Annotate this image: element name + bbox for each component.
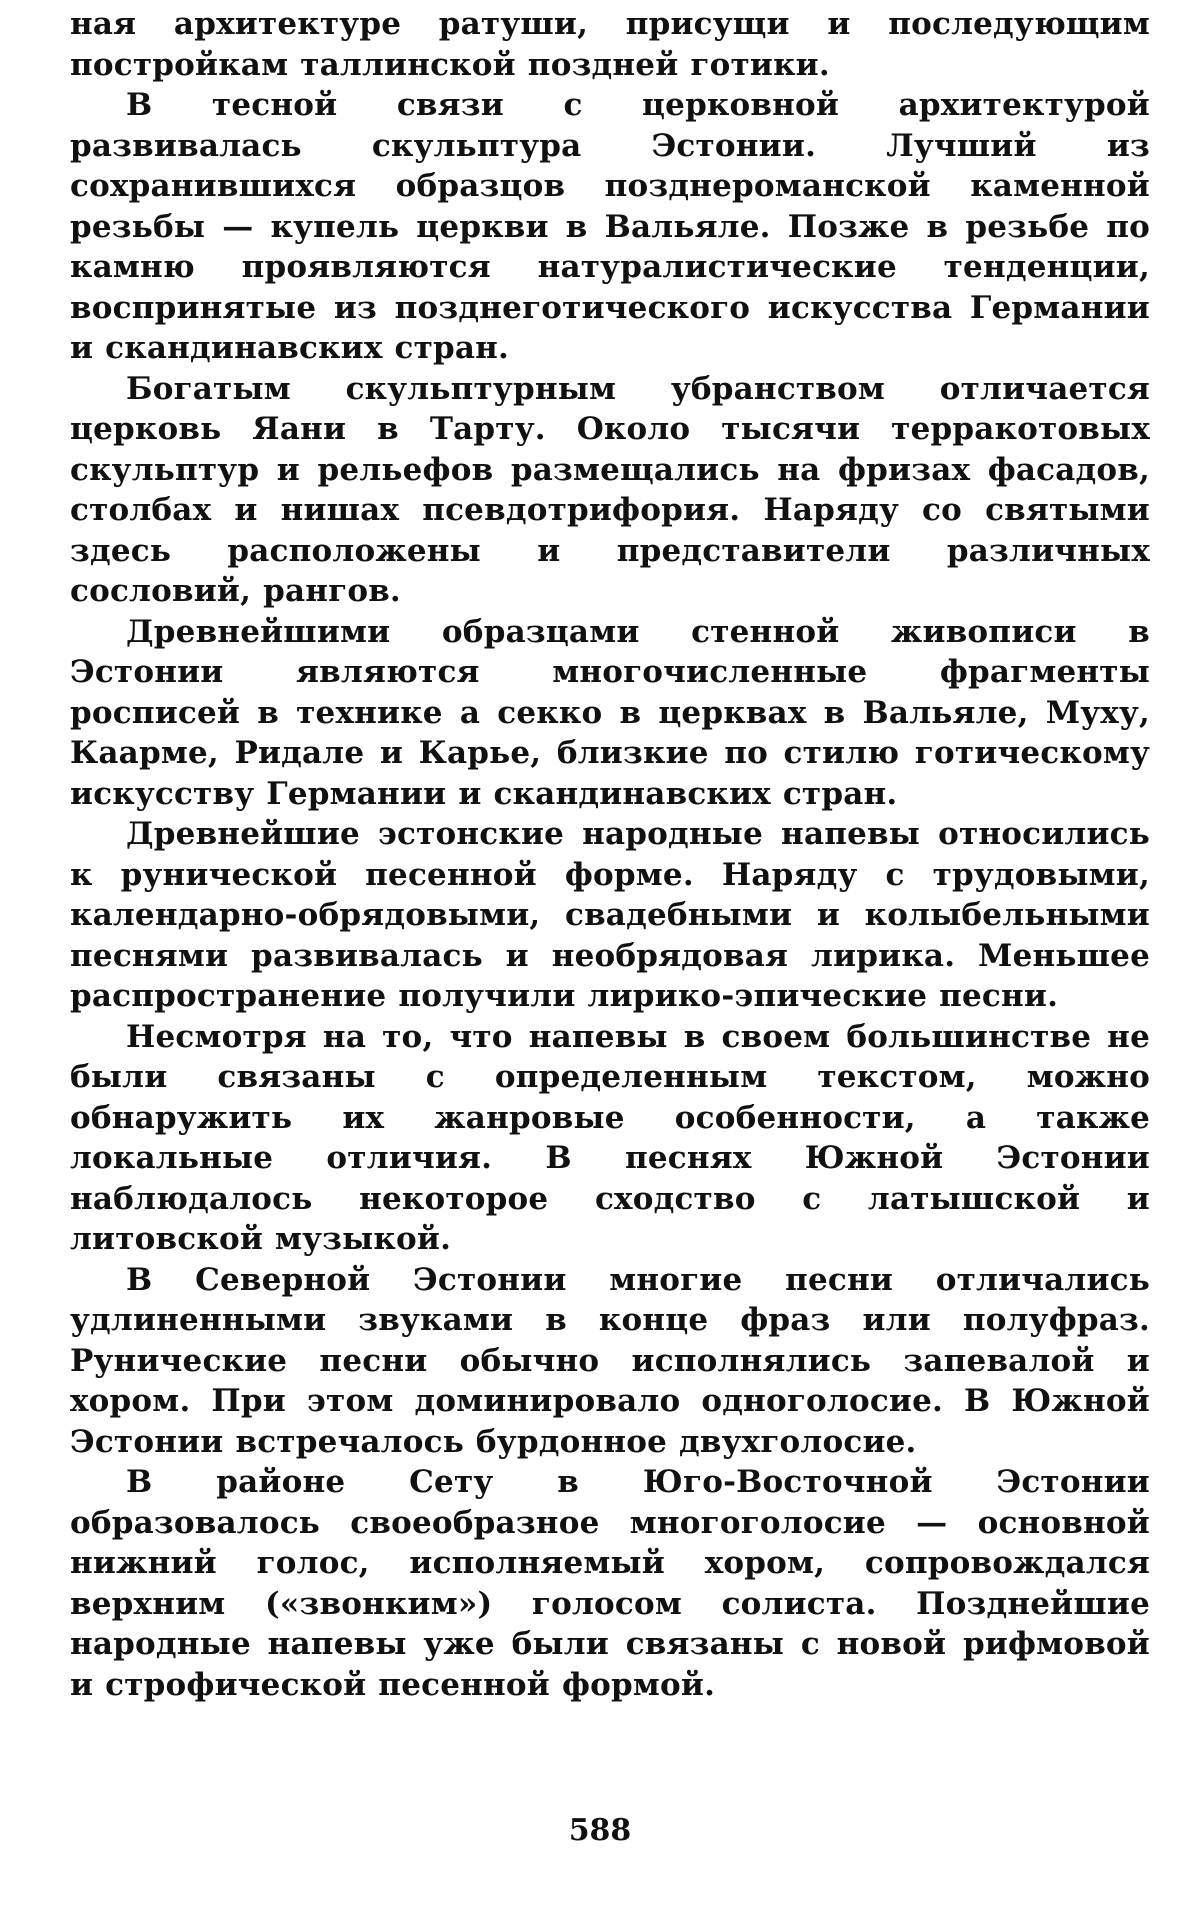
paragraph-setu-polyphony: В районе Сету в Юго-Восточной Эстонии образовалось своеобразное многоголосие — основной нижний голос, исполняемый хором, сопровождался верхним («звонким») голосом солиста. Позднейшие народные напевы уже были связаны с новой рифмовой и строфической песенной формой.	[70, 1464, 1150, 1703]
paragraph-genre-features: Несмотря на то, что напевы в своем большинстве не были связаны с определенным текстом, можно обнаружить их жанровые особенности, а также локальные отличия. В песнях Южной Эстонии наблюдалось некоторое сходство с латышской и литовской музыкой.	[70, 1018, 1150, 1257]
paragraph-continuation: ная архитектуре ратуши, присущи и последующим постройкам таллинской поздней готики.	[70, 6, 1150, 83]
paragraph-jaani-church: Богатым скульптурным убранством отличается церковь Яани в Тарту. Около тысячи терракотовых скульптур и рельефов размещались на фризах фасадов, столбах и нишах псевдотрифория. Наряду со святыми здесь расположены и представители различных сословий, рангов.	[70, 370, 1150, 609]
paragraph-north-estonia: В Северной Эстонии многие песни отличались удлиненными звуками в конце фраз или полуфраз. Рунические песни обычно исполнялись запевалой и хором. При этом доминировало одноголосие. В Южной Эстонии встречалось бурдонное двухголосие.	[70, 1261, 1150, 1460]
page-number: 588	[568, 1813, 632, 1848]
body-text	[70, 4, 1150, 1705]
paragraph-folk-tunes: Древнейшие эстонские народные напевы относились к рунической песенной форме. Наряду с трудовыми, календарно-обрядовыми, свадебными и колыбельными песнями развивалась и необрядовая лирика. Меньшее распространение получили лирико-эпические песни.	[70, 816, 1150, 1014]
paragraph-wall-painting: Древнейшими образцами стенной живописи в Эстонии являются многочисленные фрагменты росписей в технике а секко в церквах в Вальяле, Муху, Каарме, Ридале и Карье, близкие по стилю готическому искусству Германии и скандинавских стран.	[70, 613, 1150, 812]
paragraph-sculpture: В тесной связи с церковной архитектурой развивалась скульптура Эстонии. Лучший из сохранившихся образцов позднероманской каменной резьбы — купель церкви в Вальяле. Позже в резьбе по камню проявляются натуралистические тенденции, воспринятые из позднеготического искусства Германии и скандинавских стран.	[70, 87, 1150, 366]
